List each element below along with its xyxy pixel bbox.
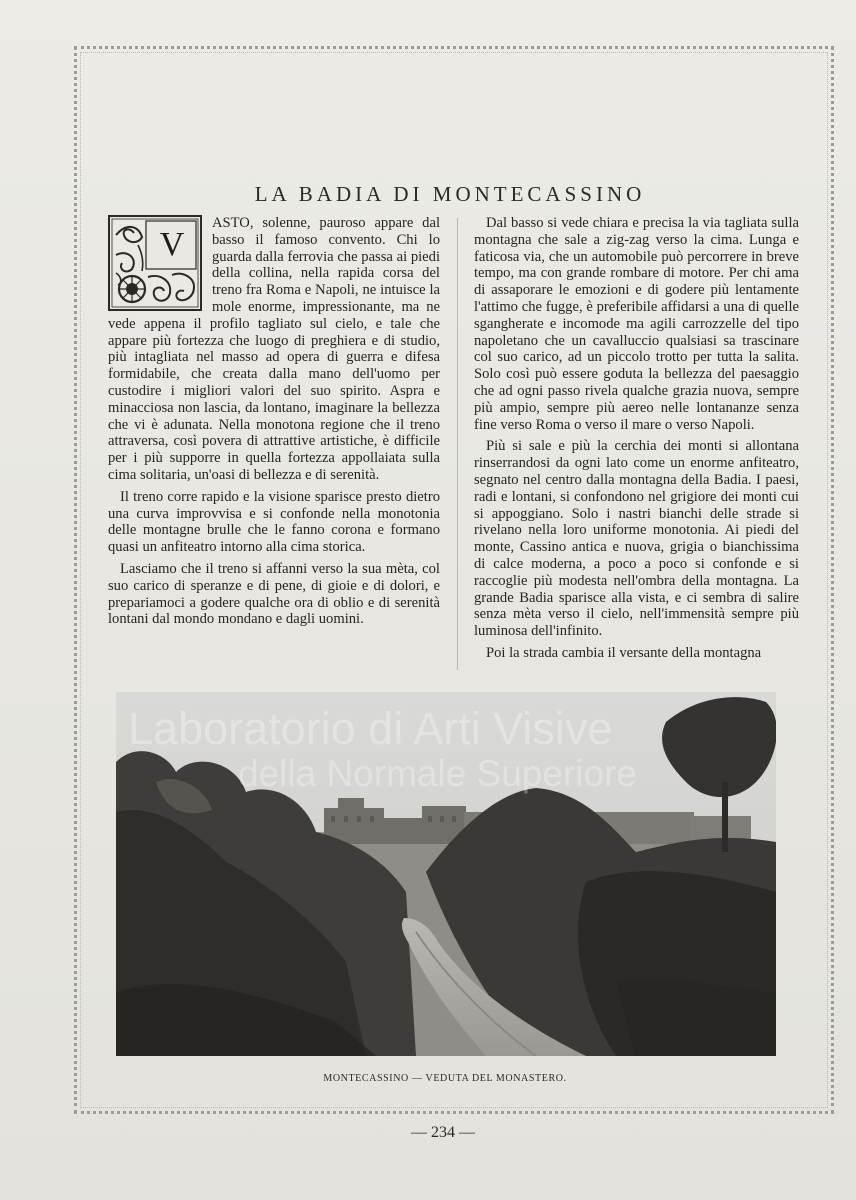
landscape-image-icon [116, 692, 776, 1056]
figure-caption: MONTECASSINO — VEDUTA DEL MONASTERO. [323, 1073, 567, 1084]
left-paragraph-2: Il treno corre rapido e la visione sparisce presto dietro una curva improvvisa e si confonde nella monotonia delle montagne brulle che le fanno corona e formano quasi un anfiteatro intorno alla cima storica. [108, 488, 440, 556]
left-column [108, 215, 440, 633]
right-paragraph-1: Dal basso si vede chiara e precisa la via tagliata sulla montagna che sale a zig-zag verso la cima. Lunga e faticosa via, che un automobile può percorrere in breve tempo, ma con grande rombare di motore. Per chi ama di assaporare le emozioni e di godere più lentamente l'attimo che fugge, è preferibile affidarsi a una di quelle sgangherate e incomode ma agili carrozzelle del tipo napoletano che un cavalluccio qualsiasi sa trascinare col suo carico, ad un piccolo trotto per tutta la salita. Solo così può essere goduta la bellezza del paesaggio che ad ogni passo rivela qualche grazia nuova, sempre più ampio, sempre più aereo nelle lontananze senza fine verso Roma o verso il mare o verso Napoli. [474, 215, 799, 433]
left-paragraph-1: ASTO, solenne, pauroso appare dal basso il famoso convento. Chi lo guarda dalla ferrovia che passa ai piedi della collina, nella rapida corsa del treno fra Roma e Napoli, ne intuisce la mole enorme, impressionante, ma ne vede appena il profilo tagliato sul cielo, e tale che appare più fortezza che luogo di preghiera e di studio, più intagliata nel masso ad opera di guerra e difesa formidabile, che creata dalla mano dell'uomo per custodire i migliori valori del suo spirito. Aspra e minacciosa non lascia, da lontano, imaginare la bellezza che vi è adunata. Nella monotona regione che il treno attraversa, così povera di attrattive artistiche, è difficile per i più supporre in quella fortezza appollaiata sulla cima solitaria, un'oasi di bellezza e di serenità. [108, 215, 440, 483]
column-divider [457, 218, 458, 670]
left-paragraph-3: Lasciamo che il treno si affanni verso la sua mèta, col suo carico di speranze e di pene, di gioie e di dolori, e prepariamoci a godere qualche ora di oblio e di serenità lontani dal mondo mondano e dagli uomini. [108, 560, 440, 628]
right-column [474, 215, 799, 667]
right-paragraph-3: Poi la strada cambia il versante della montagna [486, 644, 762, 661]
right-paragraph-2: Più si sale e più la cerchia dei monti si allontana rinserrandosi da ogni lato come un enorme anfiteatro, segnato nel centro dalla montagna della Badia. I paesi, radi e lontani, si confondono nel grigiore dei monti cui si appoggiano. Solo i nastri bianchi delle strade si rivelano nella loro uniforme monotonia. Ai piedi del monte, Cassino antica e nuova, grigia o bianchissima di calce moderna, a poco a poco si confonde e si raccoglie più modesta nell'ombra della montagna. La grande Badia sparisce alla vista, e ci sembra di salire senza mèta verso il cielo, nell'immensità sempre più luminosa dell'infinito. [474, 438, 799, 640]
watermark-line-2: della Normale Superiore [238, 752, 637, 794]
ornamental-dropcap [108, 215, 202, 311]
monastery-photograph [116, 692, 776, 1056]
dropcap-letter: V [159, 226, 185, 263]
watermark-line-1: Laboratorio di Arti Visive [128, 703, 613, 754]
article-title: LA BADIA DI MONTECASSINO [254, 182, 646, 207]
page-number: — 234 — [411, 1124, 475, 1141]
